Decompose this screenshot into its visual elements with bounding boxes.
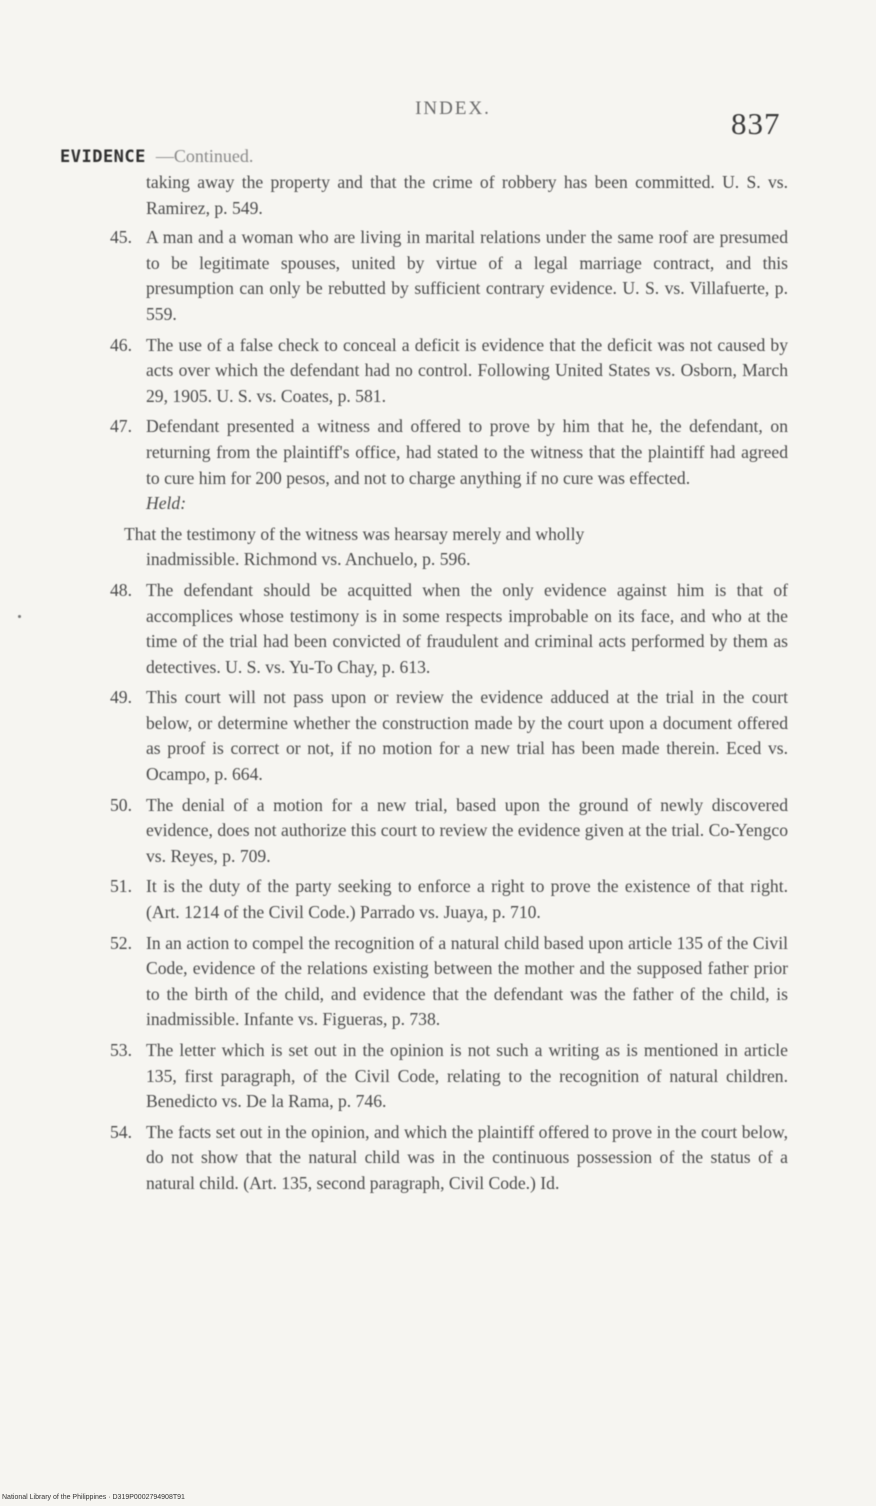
entry-text: The use of a false check to conceal a deficit is evidence that the deficit was not caused by acts over which the defendant had no control. Following United States vs. Osborn, March 29, 1905. U. S. vs. Coates, p. 581. bbox=[146, 334, 788, 406]
entry-text: Defendant presented a witness and offered to prove by him that he, the defendant, on returning from the plaintiff's office, had stated to the witness that the plaintiff had agreed to cure him for 200 pesos, and not to charge anything if no cure was effected. bbox=[146, 416, 788, 488]
section-continued: —Continued. bbox=[155, 146, 254, 166]
index-entry bbox=[106, 333, 788, 410]
index-entry bbox=[106, 793, 788, 870]
entry-text: The letter which is set out in the opinion is not such a writing as is mentioned in article 135, first paragraph, of the Civil Code, relating to the recognition of natural children. Benedicto vs. De la Rama, p. 746. bbox=[146, 1040, 788, 1112]
entry-text: The denial of a motion for a new trial, based upon the ground of newly discovered evidence, does not authorize this court to review the evidence given at the trial. Co-Yengco vs. Reyes, p. 709. bbox=[146, 794, 788, 866]
entry-number: 52. bbox=[110, 932, 132, 953]
entry-text: This court will not pass upon or review the evidence adduced at the trial in the court below, or determine whether the construction made by the court upon a document offered as proof is correct or not, if no motion for a new trial has been made therein. Eced vs. Ocampo, p. 664. bbox=[146, 687, 788, 785]
entry-number: 45. bbox=[110, 227, 132, 248]
entry-text: It is the duty of the party seeking to enforce a right to prove the existence of that right. (Art. 1214 of the Civil Code.) Parrado vs. Juaya, p. 710. bbox=[146, 876, 788, 923]
continued-entry: taking away the property and that the crime of robbery has been committed. U. S. vs. Ramirez, p. 549. bbox=[146, 172, 788, 218]
index-entry bbox=[106, 874, 788, 925]
entry-number: 47. bbox=[110, 416, 132, 437]
holding-first-line: That the testimony of the witness was hearsay merely and wholly bbox=[124, 523, 585, 544]
scan-credit: National Library of the Philippines · D319P0002794908T91 bbox=[2, 1494, 185, 1501]
margin-speck bbox=[18, 615, 21, 618]
index-entries bbox=[106, 170, 788, 1202]
page-number: 837 bbox=[731, 106, 781, 141]
index-entry bbox=[106, 225, 788, 327]
held-label: Held: bbox=[146, 493, 187, 514]
section-heading bbox=[60, 146, 253, 167]
index-entry bbox=[106, 1120, 788, 1197]
entry-number: 49. bbox=[110, 687, 132, 708]
holding-rest: inadmissible. Richmond vs. Anchuelo, p. 596. bbox=[146, 549, 471, 570]
index-entry bbox=[106, 931, 788, 1033]
entry-text: A man and a woman who are living in marital relations under the same roof are presumed to be legitimate spouses, united by virtue of a legal marriage contract, and this presumption can only be rebutted by sufficient contrary evidence. U. S. vs. Villafuerte, p. 559. bbox=[146, 227, 788, 324]
index-entry bbox=[106, 414, 788, 516]
entry-number: 46. bbox=[110, 334, 132, 355]
entry-holding bbox=[106, 522, 788, 573]
entry-text: In an action to compel the recognition of a natural child based upon article 135 of the Civil Code, evidence of the relations existing between the mother and the supposed father prior to the birth of the child, and evidence that the defendant was the father of the child, is inadmissible. Infante vs. Figueras, p. 738. bbox=[146, 932, 788, 1030]
entry-number: 50. bbox=[110, 794, 132, 815]
section-title: EVIDENCE bbox=[60, 147, 146, 167]
entry-number: 48. bbox=[110, 579, 132, 600]
index-entry bbox=[106, 685, 788, 787]
entry-text: The defendant should be acquitted when the only evidence against him is that of accomplices whose testimony is in some respects improbable on its face, and who at the time of the trial had been convicted of fraudulent and criminal acts performed by them as detectives. U. S. vs. Yu-To Chay, p. 613. bbox=[146, 579, 788, 677]
entry-number: 53. bbox=[110, 1040, 132, 1060]
index-entry bbox=[106, 578, 788, 680]
entry-text: The facts set out in the opinion, and which the plaintiff offered to prove in the court below, do not show that the natural child was in the continuous possession of the status of a natural child. (Art. 135, second paragraph, Civil Code.) Id. bbox=[146, 1121, 788, 1193]
index-entry bbox=[106, 1038, 788, 1115]
running-title: INDEX. bbox=[415, 98, 491, 119]
entry-number: 51. bbox=[110, 876, 132, 897]
entry-number: 54. bbox=[110, 1121, 132, 1142]
